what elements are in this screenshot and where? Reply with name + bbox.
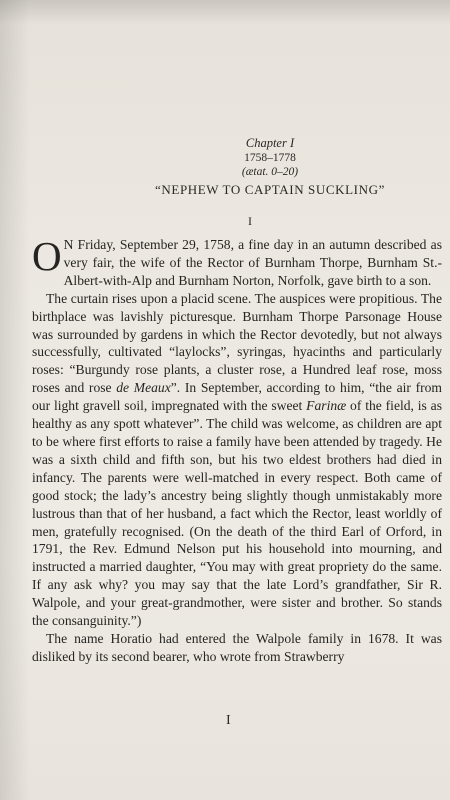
page-gutter-shadow	[0, 0, 30, 800]
paragraph-1	[32, 233, 442, 290]
paragraph-2-text-a: The curtain rises upon a placid scene. The auspices were propitious. The birthplace was lavishly picturesque. Burnham Thorpe Parsonage House was surrounded by gardens in which the Rector devotedly, but not always successfully, cultivated “laylocks”, syringas, hyacinths and particularly roses: “Burgundy rose plants, a cluster rose, a Hundred leaf rose, moss roses and rose	[32, 290, 442, 396]
paragraph-1-text: N Friday, September 29, 1758, a fine day in an autumn described as very fair, the wife of the Rector of Burnham Thorpe, Burnham St.-Albert-with-Alp and Burnham Norton, Norfolk, gave birth to a son.	[63, 237, 442, 288]
body-text	[32, 233, 443, 666]
chapter-heading	[150, 136, 390, 198]
section-number: I	[248, 214, 252, 228]
page-number: I	[226, 713, 231, 728]
chapter-label: Chapter I	[245, 136, 295, 150]
paragraph-2-italic-a: de Meaux	[116, 380, 171, 396]
paragraph-3: The name Horatio had entered the Walpole family in 1678. It was disliked by its second bearer, who wrote from Strawberry	[32, 630, 442, 664]
paragraph-2	[32, 290, 442, 630]
chapter-age-range: (ætat. 0–20)	[241, 166, 299, 178]
drop-cap: O	[32, 233, 62, 279]
chapter-title: “NEPHEW TO CAPTAIN SUCKLING”	[155, 182, 385, 197]
page-top-shadow	[0, 0, 450, 24]
paragraph-2-text-b: ”. In September, according to him, “the air from our light gravell soil, impregnated with the sweet	[32, 380, 443, 414]
paragraph-2-italic-b: Farinæ	[306, 398, 347, 414]
chapter-dates: 1758–1778	[244, 152, 296, 164]
paragraph-2-text-c: of the field, is as healthy as any spott whatever”. The child was welcome, as children are apt to be where first efforts to raise a family have been attended by tragedy. He was a sixth child and fifth son, but his two eldest brothers had died in infancy. The parents were well-matched in every respect. Both came of good stock; the lady’s ancestry being slightly though unmistakably more lustrous than that of her husband, a fact which the Rector, least worldly of men, gratefully recognised. (On the death of the third Earl of Orford, in 1791, the Rev. Edmund Nelson put his household into mourning, and instructed a married daughter, “You may with great propriety do the same. If any ask why? you may say that the late Lord’s grandfather, Sir R. Walpole, and your great-grandmother, were sister and brother. So stands the consanguinity.”)	[32, 398, 443, 629]
